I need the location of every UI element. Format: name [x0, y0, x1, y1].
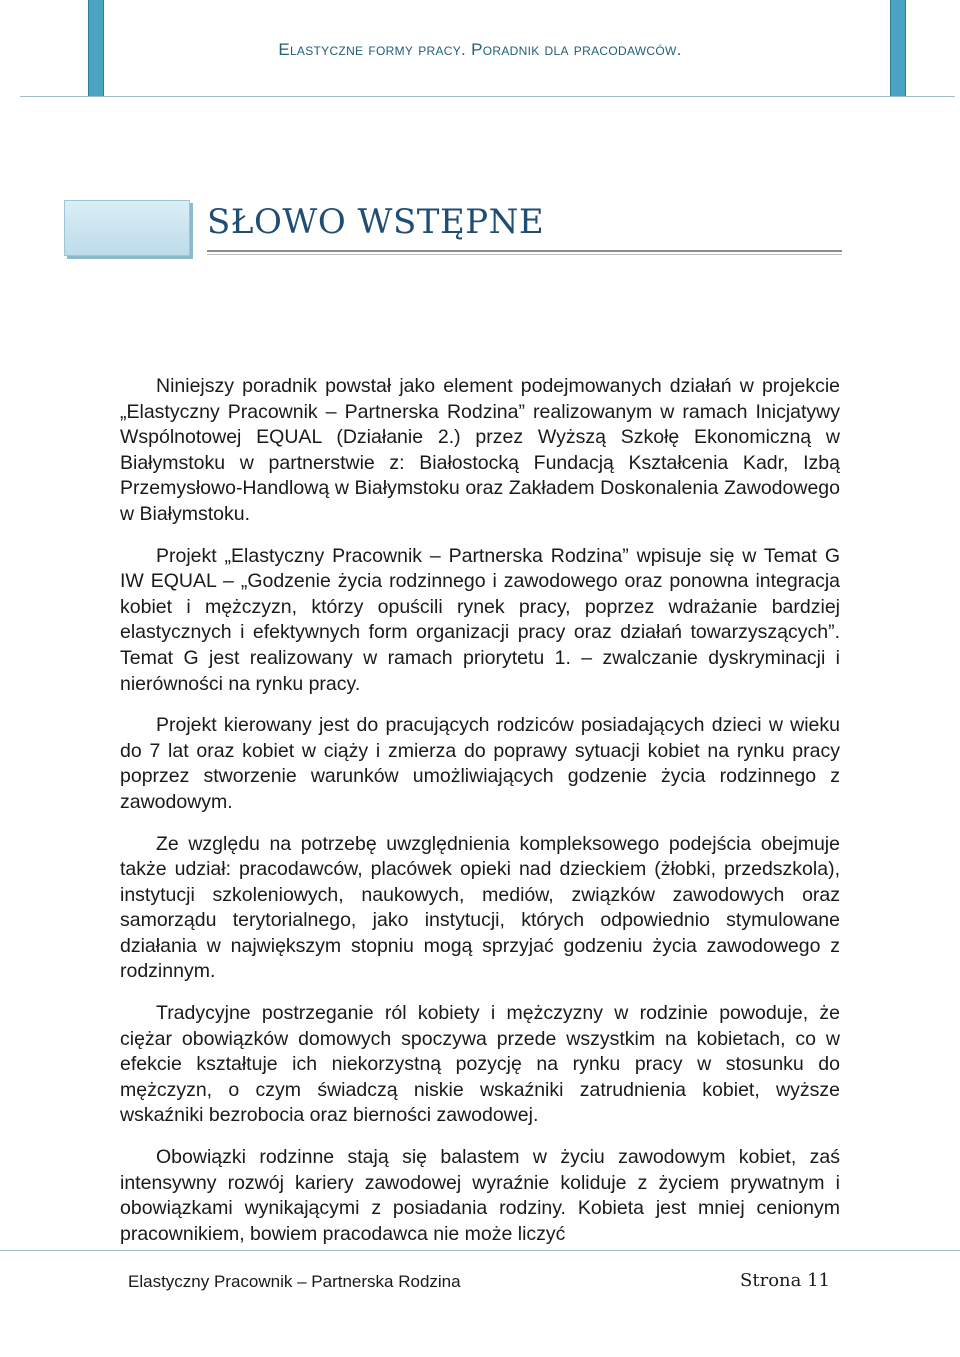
body-text — [120, 374, 840, 1263]
section-title: SŁOWO WSTĘPNE — [207, 202, 545, 242]
footer-rule — [0, 1250, 960, 1251]
paragraph: Obowiązki rodzinne stają się balastem w życiu zawodowym kobiet, zaś intensywny rozwój kariery zawodowej wyraźnie koliduje z życiem prywatnym i obowiązkami wynikającymi z posiadania rodziny. Kobieta jest mniej cenionym pracownikiem, bowiem pracodawca nie może liczyć — [120, 1146, 840, 1245]
page-number: Strona 11 — [740, 1270, 830, 1291]
header-rule — [20, 96, 955, 97]
running-header: Elastyczne formy pracy. Poradnik dla pracodawców. — [278, 40, 682, 59]
paragraph: Projekt kierowany jest do pracujących rodziców posiadających dzieci w wieku do 7 lat oraz kobiet w ciąży i zmierza do poprawy sytuacji kobiet na rynku pracy poprzez stworzenie warunków umożliwiających godzenie życia rodzinnego z zawodowym. — [120, 714, 840, 813]
paragraph: Projekt „Elastyczny Pracownik – Partnerska Rodzina” wpisuje się w Temat G IW EQUAL – „Godzenie życia rodzinnego i zawodowego oraz ponowna integracja kobiet i mężczyzn, którzy opuścili rynek pracy, poprzez wdrażanie bardziej elastycznych i efektywnych form organizacji pracy oraz działań towarzyszących”. Temat G jest realizowany w ramach priorytetu 1. – zwalczanie dyskryminacji i nierówności na rynku pracy. — [120, 544, 840, 695]
section-title-rule — [207, 250, 842, 252]
footer-project-name: Elastyczny Pracownik – Partnerska Rodzina — [128, 1272, 461, 1291]
section-title-rule-thin — [207, 254, 842, 255]
section-title-box — [64, 200, 190, 256]
paragraph: Niniejszy poradnik powstał jako element podejmowanych działań w projekcie „Elastyczny Pracownik – Partnerska Rodzina” realizowanym w ramach Inicjatywy Wspólnotowej EQUAL (Działanie 2.) przez Wyższą Szkołę Ekonomiczną w Białymstoku w partnerstwie z: Białostocką Fundacją Kształcenia Kadr, Izbą Przemysłowo-Handlową w Białymstoku oraz Zakładem Doskonalenia Zawodowego w Białymstoku. — [120, 375, 840, 525]
paragraph: Ze względu na potrzebę uwzględnienia kompleksowego podejścia obejmuje także udział: pracodawców, placówek opieki nad dzieckiem (żłobki, przedszkola), instytucji szkoleniowych, naukowych, mediów, związków zawodowych oraz samorządu terytorialnego, jako instytucji, których odpowiednio stymulowane działania w największym stopniu mogą sprzyjać godzeniu życia zawodowego z rodzinnym. — [120, 832, 840, 983]
paragraph: Tradycyjne postrzeganie ról kobiety i mężczyzny w rodzinie powoduje, że ciężar obowiązków domowych spoczywa przede wszystkim na kobietach, co w efekcie kształtuje ich niekorzystną pozycję na rynku pracy w stosunku do mężczyzn, o czym świadczą niskie wskaźniki zatrudnienia kobiet, wyższe wskaźniki bezrobocia oraz bierności zawodowej. — [120, 1002, 840, 1127]
